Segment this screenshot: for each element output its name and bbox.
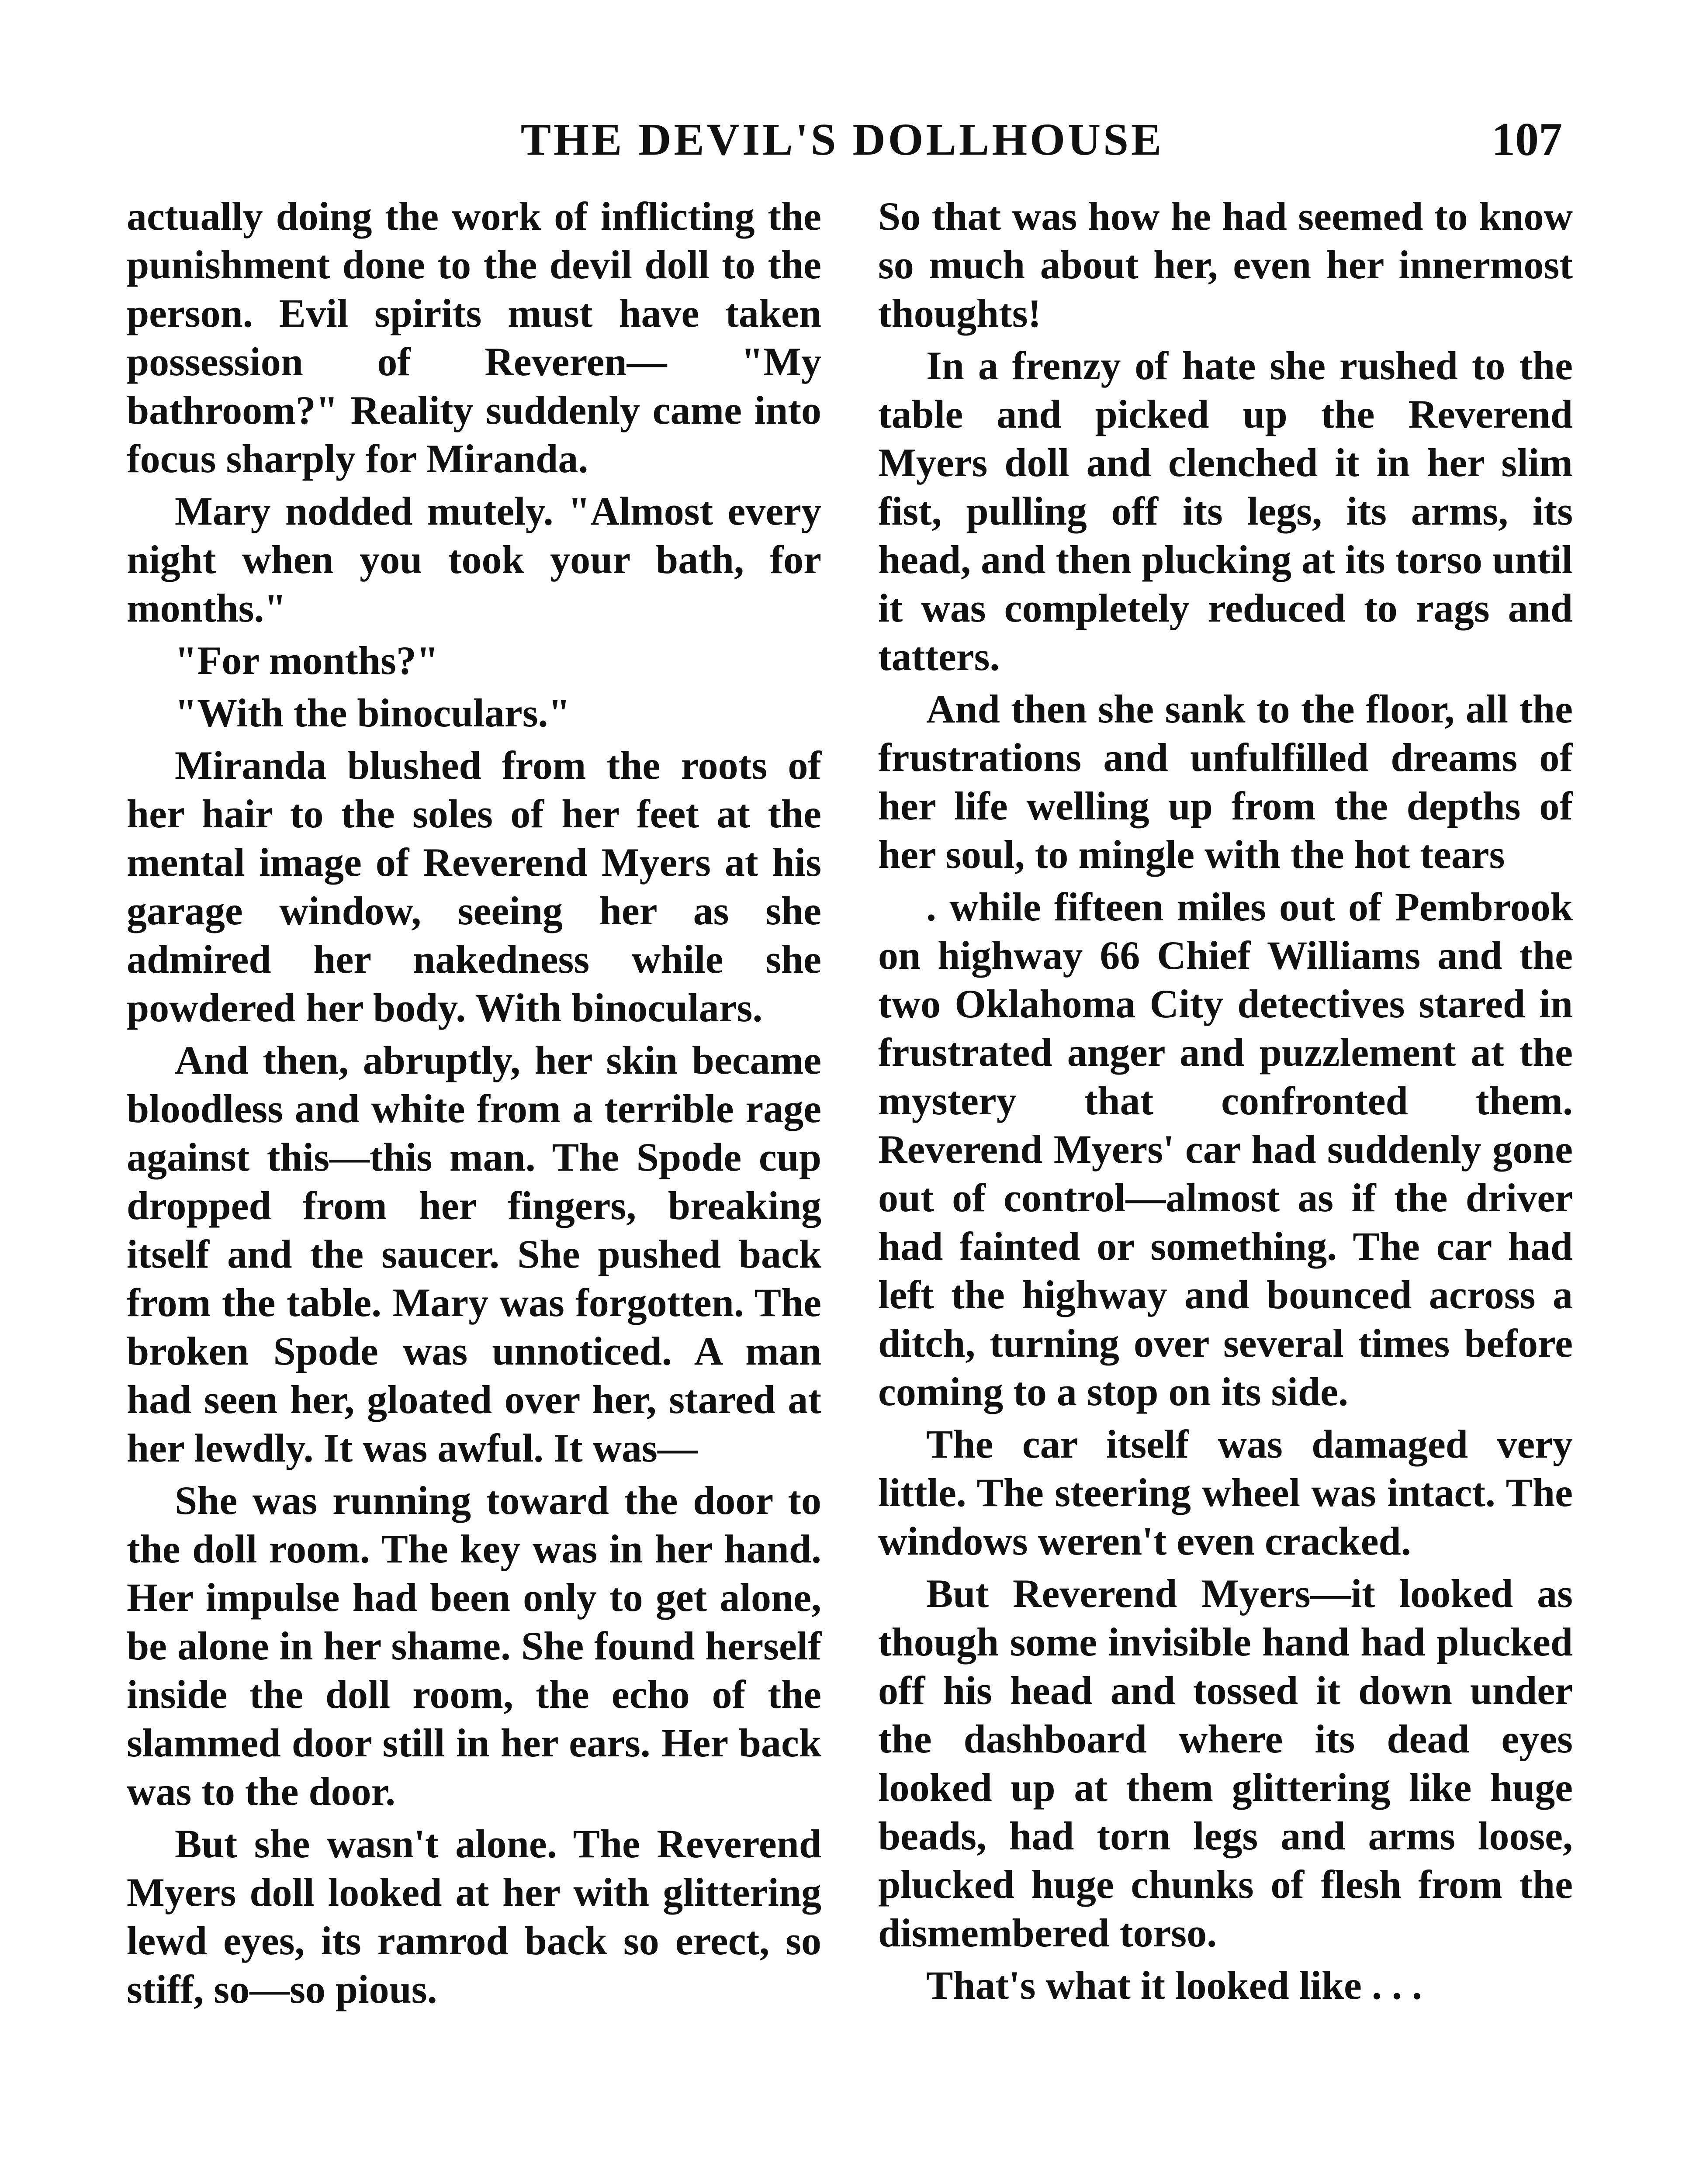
paragraph: Mary nodded mutely. "Almost every night when you took your bath, for months." [127,489,821,630]
paragraph: . while fifteen miles out of Pembrook on highway 66 Chief Williams and the two Oklahoma City detectives stared in frustrated anger and puzzlement at the mystery that confronted them. Reverend Myers' car had suddenly gone out of control—almost as if the driver had fainted or something. The car had left the highway and bounced across a ditch, turning over several times before coming to a stop on its side. [878,885,1573,1414]
paragraph: actually doing the work of inflicting the punishment done to the devil doll to the person. Evil spirits must have taken possession of Reveren— "My bathroom?" Reality suddenly came into focus sharply for Miranda. [127,194,821,481]
page-header [122,111,1562,168]
running-title: THE DEVIL'S DOLLHOUSE [520,114,1164,165]
paragraph: But Reverend Myers—it looked as though some invisible hand had plucked off his head and tossed it down under the dashboard where its dead eyes looked up at them glittering like huge beads, had torn legs and arms loose, plucked huge chunks of flesh from the dismembered torso. [878,1571,1573,1955]
paragraph: The car itself was damaged very little. The steering wheel was intact. The windows weren't even cracked. [878,1422,1573,1563]
paragraph: That's what it looked like . . . [926,1963,1422,2008]
paragraph: "With the binoculars." [175,691,571,735]
paragraph: And then, abruptly, her skin became bloodless and white from a terrible rage against this—this man. The Spode cup dropped from her fingers, breaking itself and the saucer. She pushed back from the table. Mary was forgotten. The broken Spode was unnoticed. A man had seen her, gloated over her, stared at her lewdly. It was awful. It was— [127,1038,821,1470]
paragraph: Miranda blushed from the roots of her hair to the soles of her feet at the mental image of Reverend Myers at his garage window, seeing her as she admired her nakedness while she powdered her body. With binoculars. [127,743,821,1030]
paragraph: "For months?" [175,638,439,683]
left-column [127,192,821,2018]
page-number: 107 [1492,114,1562,166]
paragraph: In a frenzy of hate she rushed to the table and picked up the Reverend Myers doll and clenched it in her slim fist, pulling off its legs, its arms, its head, and then plucking at its torso until it was completely reduced to rags and tatters. [878,343,1573,679]
paragraph: So that was how he had seemed to know so much about her, even her innermost thoughts! [878,194,1573,335]
paragraph: But she wasn't alone. The Reverend Myers doll looked at her with glittering lewd eyes, its ramrod back so erect, so stiff, so—so pious. [127,1821,821,2011]
right-column [878,192,1573,2014]
paragraph: And then she sank to the floor, all the frustrations and unfulfilled dreams of her life welling up from the depths of her soul, to mingle with the hot tears [878,687,1573,877]
paragraph: She was running toward the door to the doll room. The key was in her hand. Her impulse had been only to get alone, be alone in her shame. She found herself inside the doll room, the echo of the slammed door still in her ears. Her back was to the door. [127,1478,821,1814]
